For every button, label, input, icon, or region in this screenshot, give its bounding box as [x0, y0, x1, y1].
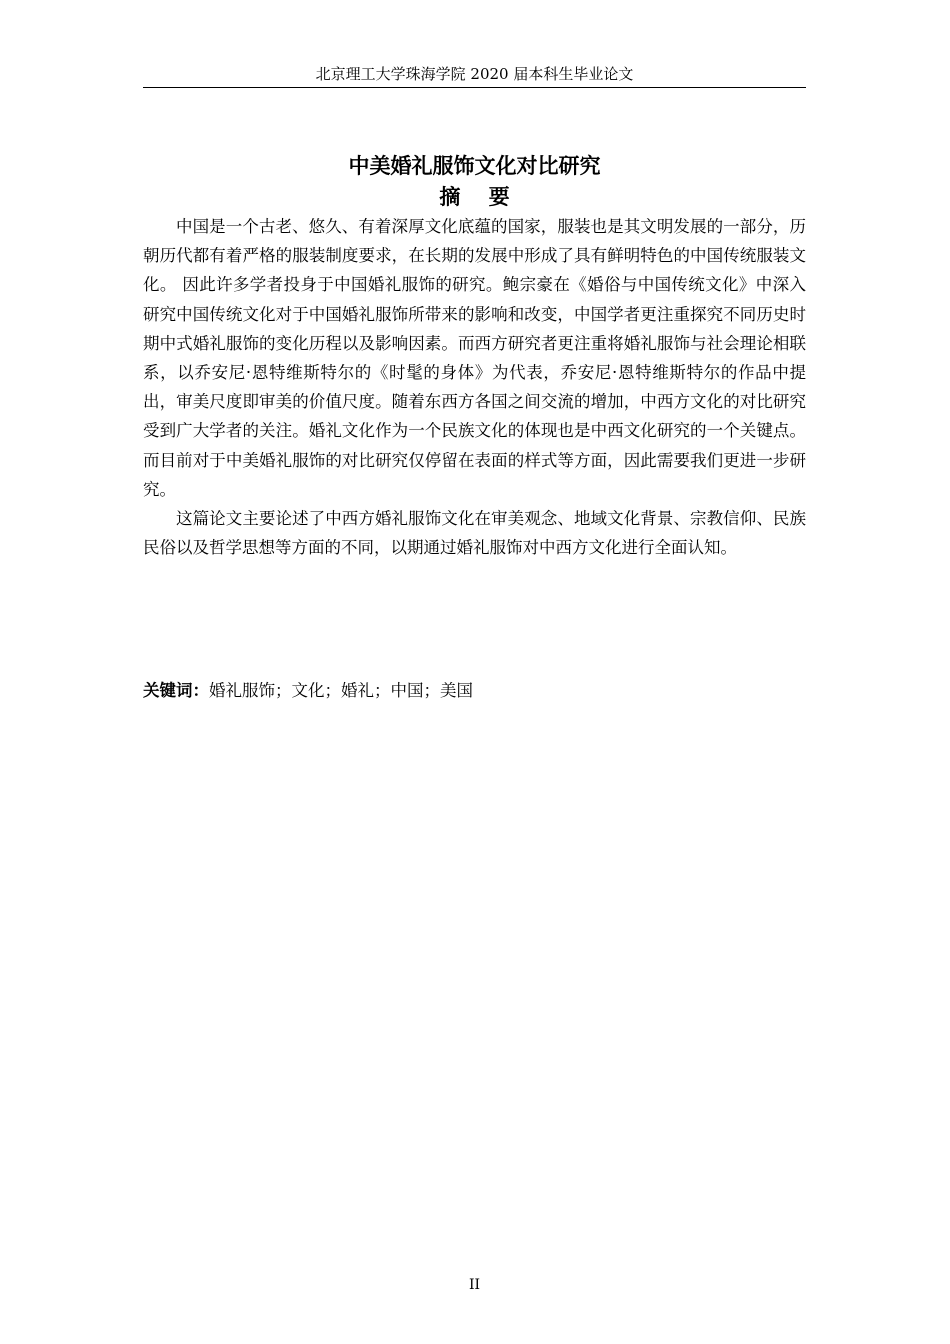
- abstract-body: [143, 212, 806, 562]
- abstract-heading: 摘 要: [439, 185, 521, 209]
- document-title: 中美婚礼服饰文化对比研究: [348, 154, 601, 178]
- page-number: II: [468, 1277, 481, 1293]
- page-header: [143, 62, 806, 88]
- keywords-line: [143, 676, 806, 706]
- keywords-values: 婚礼服饰；文化；婚礼；中国；美国: [209, 681, 473, 700]
- abstract-paragraph-1: 中国是一个古老、悠久、有着深厚文化底蕴的国家，服装也是其文明发展的一部分，历朝历代都有着严格的服装制度要求，在长期的发展中形成了具有鲜明特色的中国传统服装文化。 因此许多学者投身于中国婚礼服饰的研究。鲍宗豪在《婚俗与中国传统文化》中深入研究中国传统文化对于中国婚礼服饰所带来的影响和改变，中国学者更注重探究不同历史时期中式婚礼服饰的变化历程以及影响因素。而西方研究者更注重将婚礼服饰与社会理论相联系，以乔安尼·恩特维斯特尔的《时髦的身体》为代表，乔安尼·恩特维斯特尔的作品中提出，审美尺度即审美的价值尺度。随着东西方各国之间交流的增加，中西方文化的对比研究受到广大学者的关注。婚礼文化作为一个民族文化的体现也是中西文化研究的一个关键点。而目前对于中美婚礼服饰的对比研究仅停留在表面的样式等方面，因此需要我们更进一步研究。: [143, 217, 806, 499]
- keywords-label: 关键词：: [143, 681, 209, 700]
- abstract-paragraph-2: 这篇论文主要论述了中西方婚礼服饰文化在审美观念、地域文化背景、宗教信仰、民族民俗以及哲学思想等方面的不同，以期通过婚礼服饰对中西方文化进行全面认知。: [143, 509, 806, 558]
- page-header-text: 北京理工大学珠海学院 2020 届本科生毕业论文: [315, 65, 634, 83]
